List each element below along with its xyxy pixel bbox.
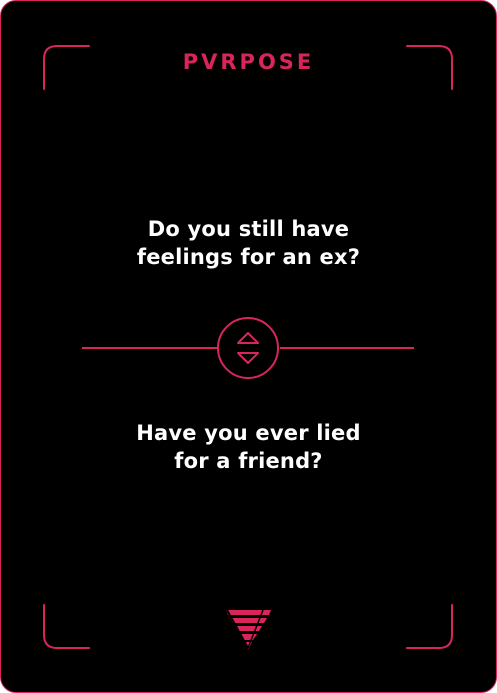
prompt-first-line-1: Do you still have xyxy=(147,217,350,241)
prompt-first-line-2: feelings for an ex? xyxy=(136,245,361,269)
brand-title: PVRPOSE xyxy=(182,50,315,74)
prompt-second-line-2: for a friend? xyxy=(174,449,323,473)
prompt-second-line-1: Have you ever lied xyxy=(136,421,361,445)
brand-logo-icon xyxy=(1,1,496,692)
